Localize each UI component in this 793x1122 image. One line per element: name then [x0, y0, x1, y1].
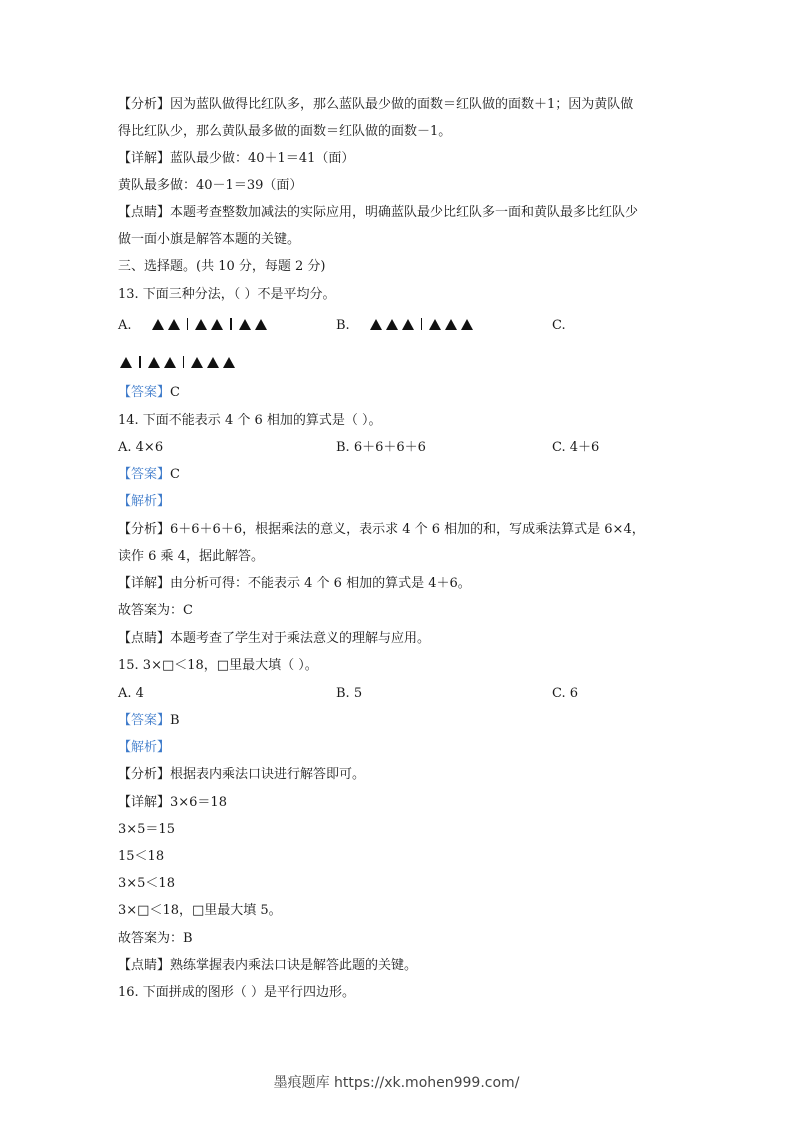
divider-line — [187, 318, 189, 330]
q14-comment: 【点睛】本题考查了学生对于乘法意义的理解与应用。 — [118, 631, 431, 646]
q15-detail-3: 15＜18 — [118, 849, 165, 864]
q14-final-answer: 故答案为：C — [118, 603, 193, 618]
q14-detail: 【详解】由分析可得：不能表示 4 个 6 相加的算式是 4＋6。 — [118, 576, 471, 591]
q15-detail-1: 【详解】3×6＝18 — [118, 795, 227, 810]
triangle-icon — [461, 319, 473, 330]
triangle-icon — [402, 319, 414, 330]
q15-explanation-tag: 【解析】 — [118, 740, 171, 755]
q15-comment: 【点睛】熟练掌握表内乘法口诀是解答此题的关键。 — [118, 958, 418, 973]
triangle-icon — [148, 357, 160, 368]
triangle-icon — [120, 357, 132, 368]
triangle-icon — [429, 319, 441, 330]
triangle-icon — [223, 357, 235, 368]
q15-option-a: A. 4 — [118, 686, 144, 701]
answer-value: C — [170, 467, 180, 482]
q13-option-b-letter: B. — [336, 318, 350, 333]
q13-answer — [118, 385, 180, 401]
answer-tag: 【答案】 — [118, 467, 171, 482]
triangle-icon — [164, 357, 176, 368]
comment-line-1: 【点睛】本题考查整数加减法的实际应用，明确蓝队最少比红队多一面和黄队最多比红队少 — [118, 205, 639, 220]
triangle-icon — [386, 319, 398, 330]
q15-analysis: 【分析】根据表内乘法口诀进行解答即可。 — [118, 767, 366, 782]
divider-line — [183, 356, 185, 368]
q13-option-c-figure — [120, 356, 239, 372]
q14-analysis-1: 【分析】6＋6＋6＋6，根据乘法的意义，表示求 4 个 6 相加的和，写成乘法算式是 6×4， — [118, 522, 645, 537]
question-14: 14. 下面不能表示 4 个 6 相加的算式是（ ）。 — [118, 413, 382, 428]
triangle-icon — [195, 319, 207, 330]
triangle-icon — [445, 319, 457, 330]
detail-line-2: 黄队最多做：40－1＝39（面） — [118, 178, 303, 193]
q15-detail-5: 3×□＜18，□里最大填 5。 — [118, 903, 282, 918]
triangle-icon — [191, 357, 203, 368]
q14-option-a: A. 4×6 — [118, 440, 164, 455]
q13-option-a-letter: A. — [118, 318, 132, 333]
question-13: 13. 下面三种分法，（ ）不是平均分。 — [118, 287, 336, 302]
answer-value: B — [170, 713, 180, 728]
q13-option-b — [336, 318, 477, 334]
comment-line-2: 做一面小旗是解答本题的关键。 — [118, 232, 301, 247]
q14-answer — [118, 467, 180, 483]
q13-option-a — [118, 318, 271, 334]
analysis-line-2: 得比红队少，那么黄队最多做的面数＝红队做的面数－1。 — [118, 124, 452, 139]
q14-option-c: C. 4＋6 — [552, 440, 600, 455]
q15-answer — [118, 713, 180, 729]
answer-tag: 【答案】 — [118, 713, 171, 728]
answer-tag: 【答案】 — [118, 385, 171, 400]
triangle-icon — [255, 319, 267, 330]
q14-analysis-2: 读作 6 乘 4，据此解答。 — [118, 549, 264, 564]
q14-option-b: B. 6＋6＋6＋6 — [336, 440, 426, 455]
footer-watermark: 墨痕题库 https://xk.mohen999.com/ — [273, 1075, 520, 1091]
q15-detail-4: 3×5＜18 — [118, 876, 175, 891]
divider-line — [421, 318, 423, 330]
q15-option-b: B. 5 — [336, 686, 363, 701]
answer-value: C — [170, 385, 180, 400]
triangle-icon — [370, 319, 382, 330]
triangle-icon — [239, 319, 251, 330]
triangle-icon — [211, 319, 223, 330]
q13-option-c-letter: C. — [552, 318, 566, 333]
section-heading: 三、选择题。(共 10 分，每题 2 分) — [118, 259, 326, 274]
analysis-line-1: 【分析】因为蓝队做得比红队多，那么蓝队最少做的面数＝红队做的面数＋1；因为黄队做 — [118, 97, 634, 112]
q15-detail-2: 3×5＝15 — [118, 822, 175, 837]
triangle-icon — [168, 319, 180, 330]
triangle-icon — [207, 357, 219, 368]
q14-explanation-tag: 【解析】 — [118, 494, 171, 509]
q15-option-c: C. 6 — [552, 686, 579, 701]
question-16: 16. 下面拼成的图形（ ）是平行四边形。 — [118, 985, 355, 1000]
q15-final-answer: 故答案为：B — [118, 931, 193, 946]
detail-line-1: 【详解】蓝队最少做：40＋1＝41（面） — [118, 151, 355, 166]
divider-line — [230, 318, 232, 330]
triangle-icon — [152, 319, 164, 330]
divider-line — [139, 356, 141, 368]
question-15: 15. 3×□＜18，□里最大填（ ）。 — [118, 658, 318, 673]
